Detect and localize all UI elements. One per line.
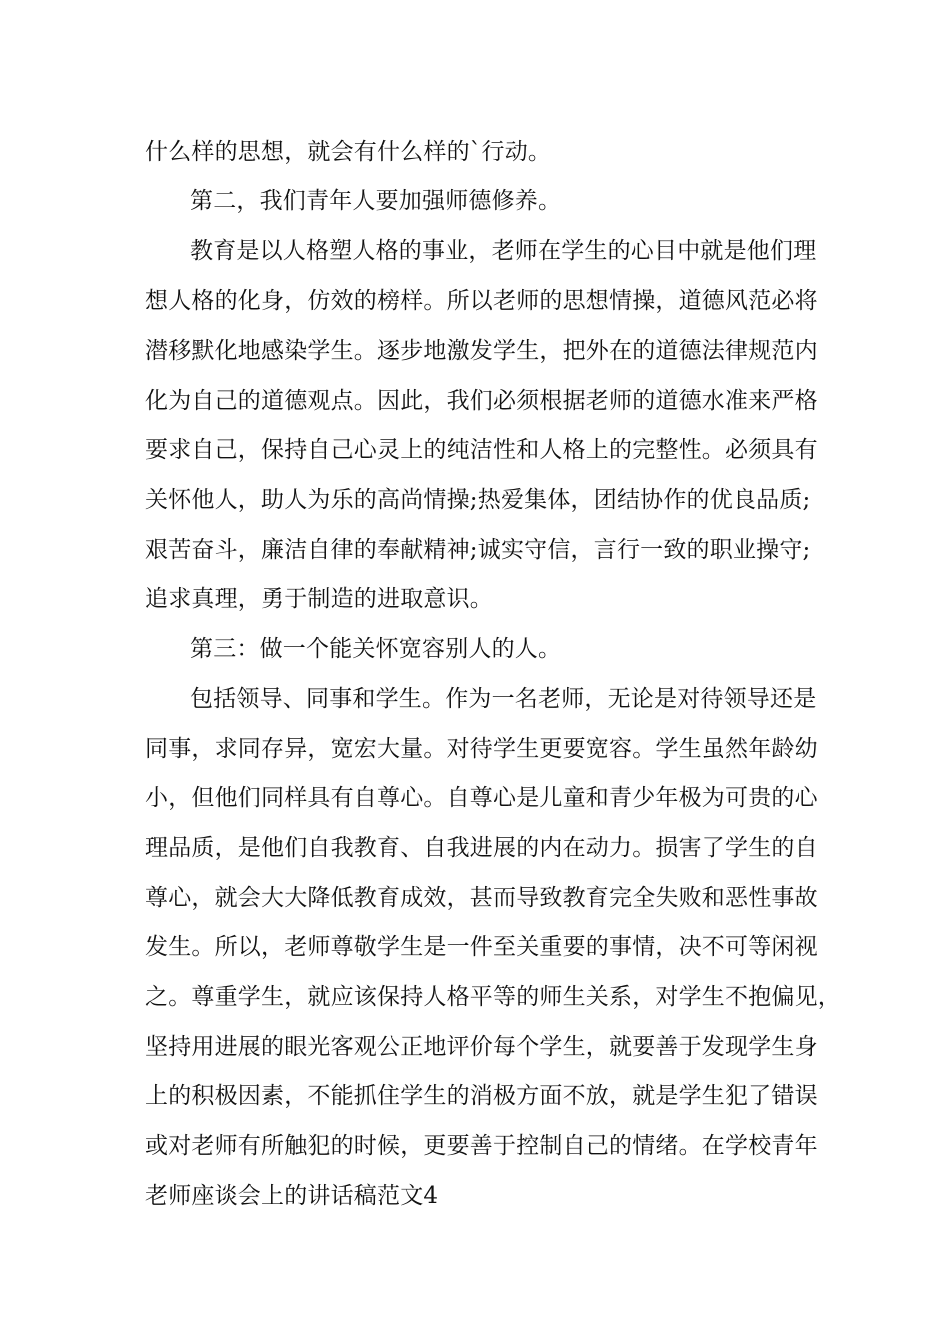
text-line-1: 什么样的思想，就会有什么样的`行动。 bbox=[145, 139, 552, 165]
section-heading-3: 第三：做一个能关怀宽容别人的人。 bbox=[190, 636, 562, 662]
text-line-6: 化为自己的道德观点。因此，我们必须根据老师的道德水准来严格 bbox=[145, 388, 818, 414]
text-line-20: 上的积极因素，不能抓住学生的消极方面不放，就是学生犯了错误 bbox=[145, 1083, 818, 1109]
text-line-15: 理品质，是他们自我教育、自我进展的内在动力。损害了学生的自 bbox=[145, 835, 818, 861]
text-line-12: 包括领导、同事和学生。作为一名老师，无论是对待领导还是 bbox=[190, 686, 817, 712]
text-line-19: 坚持用进展的眼光客观公正地评价每个学生，就要善于发现学生身 bbox=[145, 1034, 818, 1060]
text-line-22: 老师座谈会上的讲话稿范文4 bbox=[145, 1183, 439, 1209]
text-line-14: 小，但他们同样具有自尊心。自尊心是儿童和青少年极为可贵的心 bbox=[145, 785, 818, 811]
text-line-18: 之。尊重学生，就应该保持人格平等的师生关系，对学生不抱偏见， bbox=[145, 984, 841, 1010]
text-line-21: 或对老师有所触犯的时候，更要善于控制自己的情绪。在学校青年 bbox=[145, 1133, 818, 1159]
text-line-9: 艰苦奋斗，廉洁自律的奉献精神;诚实守信，言行一致的职业操守; bbox=[145, 537, 811, 563]
text-line-7: 要求自己，保持自己心灵上的纯洁性和人格上的完整性。必须具有 bbox=[145, 437, 818, 463]
text-line-10: 追求真理，勇于制造的进取意识。 bbox=[145, 586, 493, 612]
text-line-4: 想人格的化身，仿效的榜样。所以老师的思想情操，道德风范必将 bbox=[145, 288, 818, 314]
text-line-8: 关怀他人，助人为乐的高尚情操;热爱集体，团结协作的优良品质; bbox=[145, 487, 811, 513]
text-line-3: 教育是以人格塑人格的事业，老师在学生的心目中就是他们理 bbox=[190, 238, 817, 264]
text-line-17: 发生。所以，老师尊敬学生是一件至关重要的事情，决不可等闲视 bbox=[145, 934, 818, 960]
text-line-16: 尊心，就会大大降低教育成效，甚而导致教育完全失败和恶性事故 bbox=[145, 885, 818, 911]
text-line-5: 潜移默化地感染学生。逐步地激发学生，把外在的道德法律规范内 bbox=[145, 338, 818, 364]
text-line-13: 同事，求同存异，宽宏大量。对待学生更要宽容。学生虽然年龄幼 bbox=[145, 736, 818, 762]
section-heading-2: 第二，我们青年人要加强师德修养。 bbox=[190, 188, 562, 214]
